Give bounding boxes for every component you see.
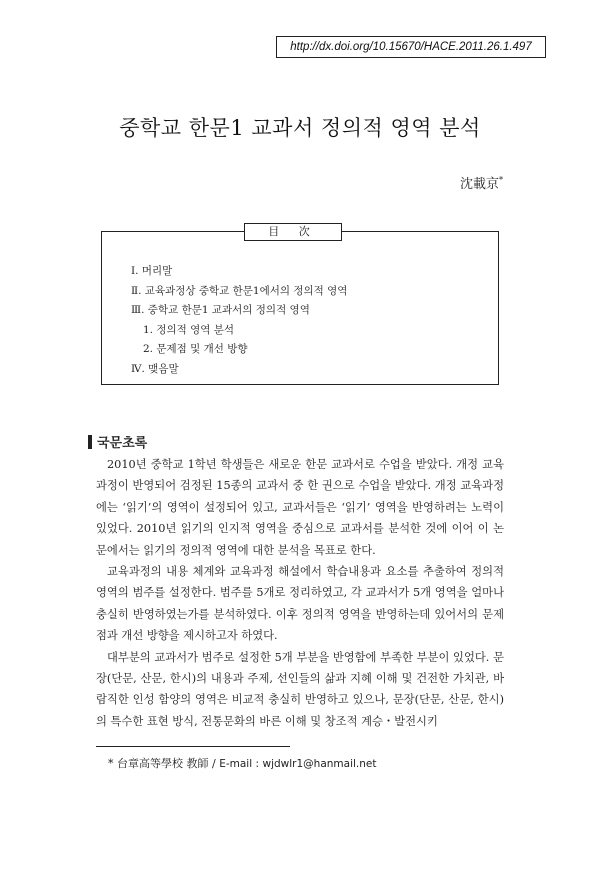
toc-item: Ⅳ. 맺음말 — [131, 362, 179, 375]
abstract-paragraph: 교육과정의 내용 체계와 교육과정 해설에서 학습내용과 요소를 추출하여 정의적 영역의 범주를 설정한다. 범주를 5개로 정리하였고, 각 교과서가 5개 영역을 얼마나 충실히 반영하였는가를 분석하였다. 이후 정의적 영역을 반영하는데 있어서의 문제점과 개선 방향을 제시하고자 하였다. — [96, 565, 504, 643]
toc-item: Ⅲ. 중학교 한문1 교과서의 정의적 영역 — [131, 304, 310, 317]
abstract-body — [96, 454, 504, 732]
footnote: * 台章高等學校 教師 / E-mail : wjdwlr1@hanmail.net — [108, 757, 377, 770]
toc-label: 目 次 — [244, 223, 342, 241]
footnote-divider — [96, 746, 290, 747]
paper-title: 중학교 한문1 교과서 정의적 영역 분석 — [119, 116, 481, 140]
footnote-email-label: E-mail : — [219, 758, 259, 770]
footnote-mark: * — [108, 757, 114, 770]
abstract-paragraph: 2010년 중학교 1학년 학생들은 새로운 한문 교과서로 수업을 받았다. 개정 교육과정이 반영되어 검정된 15종의 교과서 중 한 권으로 수업을 받았다. 개정 교육과정에는 ‘읽기’의 영역이 설정되어 있고, 교과서들은 ‘읽기’ 영역을 반영하려는 노력이 있었다. 2010년 읽기의 인지적 영역을 중심으로 교과서를 분석한 것에 이어 이 논문에서는 읽기의 정의적 영역에 대한 분석을 목표로 한다. — [96, 458, 504, 557]
author-name: 沈載京 — [459, 177, 499, 192]
doi-link[interactable]: http://dx.doi.org/10.15670/HACE.2011.26.1.497 — [276, 36, 546, 58]
toc-item: Ⅱ. 교육과정상 중학교 한문1에서의 정의적 영역 — [131, 284, 348, 297]
footnote-email[interactable]: wjdwlr1@hanmail.net — [262, 758, 377, 770]
footnote-affiliation: 台章高等學校 教師 — [117, 757, 209, 770]
abstract-heading-text: 국문초록 — [97, 436, 148, 451]
abstract-heading — [88, 432, 147, 451]
toc-subitem: 2. 문제점 및 개선 방향 — [143, 343, 248, 356]
toc-item: Ⅰ. 머리말 — [131, 265, 173, 277]
heading-bar-icon — [88, 435, 92, 449]
author-footnote-mark: * — [499, 175, 503, 185]
author — [460, 173, 503, 192]
abstract-paragraph: 대부분의 교과서가 범주로 설정한 5개 부분을 반영함에 부족한 부분이 있었다. 문장(단문, 산문, 한시)의 내용과 주제, 선인들의 삶과 지혜 이해 및 건전한 가치관, 바람직한 인성 함양의 영역은 비교적 충실히 반영하고 있으나, 문장(단문, 산문, 한시)의 특수한 표현 방식, 전통문화의 바른 이해 및 창조적 계승・발전시키 — [96, 650, 504, 728]
toc-subitem: 1. 정의적 영역 분석 — [143, 323, 235, 336]
toc-list — [131, 262, 347, 380]
